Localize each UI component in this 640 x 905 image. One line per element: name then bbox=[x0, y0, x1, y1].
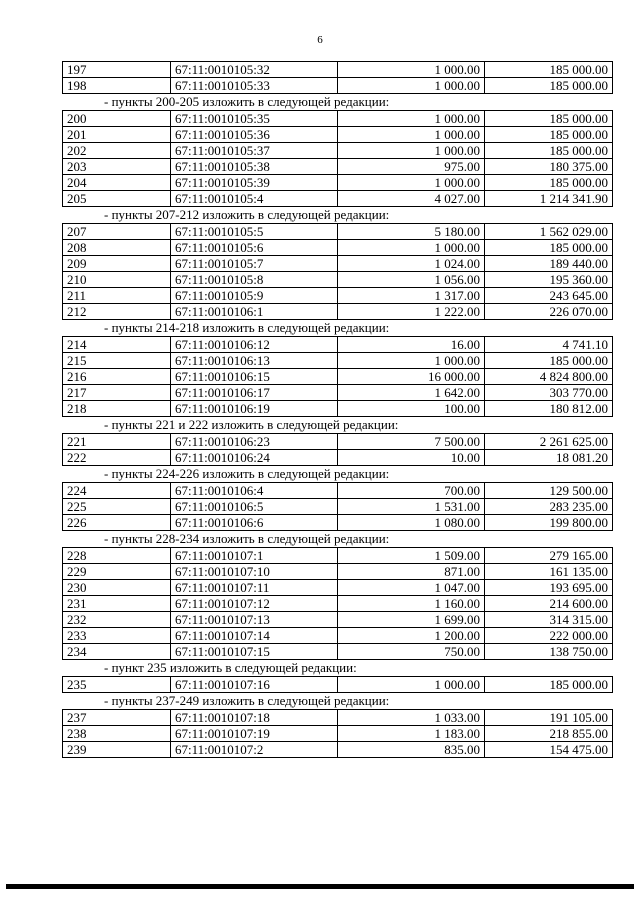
area-cell: 16 000.00 bbox=[338, 369, 485, 385]
area-cell: 1 000.00 bbox=[338, 353, 485, 369]
table-row bbox=[63, 127, 613, 143]
cadastral-number-cell: 67:11:0010106:12 bbox=[171, 337, 338, 353]
area-cell: 5 180.00 bbox=[338, 224, 485, 240]
area-cell: 1 183.00 bbox=[338, 726, 485, 742]
table-row bbox=[63, 224, 613, 240]
area-cell: 10.00 bbox=[338, 450, 485, 466]
item-number-cell: 198 bbox=[63, 78, 171, 94]
cadastral-number-cell: 67:11:0010105:4 bbox=[171, 191, 338, 207]
value-cell: 185 000.00 bbox=[485, 353, 613, 369]
table-row bbox=[63, 385, 613, 401]
table-row bbox=[63, 726, 613, 742]
cadastral-number-cell: 67:11:0010107:18 bbox=[171, 710, 338, 726]
cadastral-number-cell: 67:11:0010107:13 bbox=[171, 612, 338, 628]
area-cell: 1 000.00 bbox=[338, 175, 485, 191]
table-row bbox=[63, 596, 613, 612]
value-cell: 161 135.00 bbox=[485, 564, 613, 580]
value-cell: 283 235.00 bbox=[485, 499, 613, 515]
value-cell: 138 750.00 bbox=[485, 644, 613, 660]
value-cell: 185 000.00 bbox=[485, 677, 613, 693]
cadastral-number-cell: 67:11:0010105:39 bbox=[171, 175, 338, 191]
area-cell: 1 080.00 bbox=[338, 515, 485, 531]
cadastral-number-cell: 67:11:0010105:9 bbox=[171, 288, 338, 304]
value-cell: 4 741.10 bbox=[485, 337, 613, 353]
item-number-cell: 225 bbox=[63, 499, 171, 515]
cadastral-number-cell: 67:11:0010105:35 bbox=[171, 111, 338, 127]
area-cell: 975.00 bbox=[338, 159, 485, 175]
area-cell: 1 531.00 bbox=[338, 499, 485, 515]
value-cell: 199 800.00 bbox=[485, 515, 613, 531]
cadastral-number-cell: 67:11:0010107:11 bbox=[171, 580, 338, 596]
item-number-cell: 238 bbox=[63, 726, 171, 742]
value-cell: 185 000.00 bbox=[485, 78, 613, 94]
value-cell: 189 440.00 bbox=[485, 256, 613, 272]
table-row bbox=[63, 78, 613, 94]
cadastral-number-cell: 67:11:0010106:6 bbox=[171, 515, 338, 531]
area-cell: 16.00 bbox=[338, 337, 485, 353]
document-body bbox=[62, 61, 612, 758]
item-number-cell: 208 bbox=[63, 240, 171, 256]
section-heading: - пункты 221 и 222 изложить в следующей редакции: bbox=[104, 417, 399, 432]
value-cell: 222 000.00 bbox=[485, 628, 613, 644]
area-cell: 1 160.00 bbox=[338, 596, 485, 612]
table-row bbox=[63, 580, 613, 596]
parcel-table bbox=[62, 676, 613, 693]
item-number-cell: 235 bbox=[63, 677, 171, 693]
item-number-cell: 202 bbox=[63, 143, 171, 159]
table-row bbox=[63, 515, 613, 531]
value-cell: 191 105.00 bbox=[485, 710, 613, 726]
cadastral-number-cell: 67:11:0010105:32 bbox=[171, 62, 338, 78]
item-number-cell: 224 bbox=[63, 483, 171, 499]
parcel-table bbox=[62, 433, 613, 466]
cadastral-number-cell: 67:11:0010105:7 bbox=[171, 256, 338, 272]
cadastral-number-cell: 67:11:0010107:2 bbox=[171, 742, 338, 758]
area-cell: 1 222.00 bbox=[338, 304, 485, 320]
item-number-cell: 205 bbox=[63, 191, 171, 207]
area-cell: 1 317.00 bbox=[338, 288, 485, 304]
parcel-table bbox=[62, 336, 613, 417]
item-number-cell: 216 bbox=[63, 369, 171, 385]
table-row bbox=[63, 337, 613, 353]
item-number-cell: 221 bbox=[63, 434, 171, 450]
area-cell: 750.00 bbox=[338, 644, 485, 660]
table-row bbox=[63, 272, 613, 288]
cadastral-number-cell: 67:11:0010105:6 bbox=[171, 240, 338, 256]
area-cell: 1 642.00 bbox=[338, 385, 485, 401]
value-cell: 180 812.00 bbox=[485, 401, 613, 417]
bottom-rule bbox=[6, 884, 634, 889]
item-number-cell: 204 bbox=[63, 175, 171, 191]
area-cell: 1 699.00 bbox=[338, 612, 485, 628]
table-row bbox=[63, 369, 613, 385]
cadastral-number-cell: 67:11:0010105:38 bbox=[171, 159, 338, 175]
cadastral-number-cell: 67:11:0010105:37 bbox=[171, 143, 338, 159]
item-number-cell: 203 bbox=[63, 159, 171, 175]
table-row bbox=[63, 742, 613, 758]
value-cell: 4 824 800.00 bbox=[485, 369, 613, 385]
section-heading: - пункты 214-218 изложить в следующей редакции: bbox=[104, 320, 390, 335]
area-cell: 1 000.00 bbox=[338, 127, 485, 143]
item-number-cell: 222 bbox=[63, 450, 171, 466]
table-row bbox=[63, 256, 613, 272]
cadastral-number-cell: 67:11:0010107:15 bbox=[171, 644, 338, 660]
table-row bbox=[63, 353, 613, 369]
table-row bbox=[63, 175, 613, 191]
parcel-table bbox=[62, 61, 613, 94]
table-row bbox=[63, 288, 613, 304]
cadastral-number-cell: 67:11:0010105:36 bbox=[171, 127, 338, 143]
value-cell: 214 600.00 bbox=[485, 596, 613, 612]
area-cell: 1 000.00 bbox=[338, 111, 485, 127]
area-cell: 1 000.00 bbox=[338, 143, 485, 159]
area-cell: 1 024.00 bbox=[338, 256, 485, 272]
value-cell: 185 000.00 bbox=[485, 175, 613, 191]
value-cell: 185 000.00 bbox=[485, 143, 613, 159]
page-number: 6 bbox=[317, 34, 323, 46]
cadastral-number-cell: 67:11:0010105:8 bbox=[171, 272, 338, 288]
area-cell: 700.00 bbox=[338, 483, 485, 499]
item-number-cell: 233 bbox=[63, 628, 171, 644]
section-heading: - пункты 237-249 изложить в следующей редакции: bbox=[104, 693, 390, 708]
area-cell: 1 047.00 bbox=[338, 580, 485, 596]
table-row bbox=[63, 710, 613, 726]
value-cell: 18 081.20 bbox=[485, 450, 613, 466]
item-number-cell: 215 bbox=[63, 353, 171, 369]
item-number-cell: 239 bbox=[63, 742, 171, 758]
area-cell: 100.00 bbox=[338, 401, 485, 417]
table-row bbox=[63, 644, 613, 660]
value-cell: 193 695.00 bbox=[485, 580, 613, 596]
table-row bbox=[63, 548, 613, 564]
value-cell: 314 315.00 bbox=[485, 612, 613, 628]
area-cell: 4 027.00 bbox=[338, 191, 485, 207]
table-row bbox=[63, 159, 613, 175]
section-heading: - пункт 235 изложить в следующей редакции: bbox=[104, 660, 357, 675]
parcel-table bbox=[62, 547, 613, 660]
item-number-cell: 237 bbox=[63, 710, 171, 726]
cadastral-number-cell: 67:11:0010105:33 bbox=[171, 78, 338, 94]
section-heading: - пункты 200-205 изложить в следующей редакции: bbox=[104, 94, 390, 109]
item-number-cell: 230 bbox=[63, 580, 171, 596]
cadastral-number-cell: 67:11:0010106:4 bbox=[171, 483, 338, 499]
value-cell: 218 855.00 bbox=[485, 726, 613, 742]
cadastral-number-cell: 67:11:0010107:19 bbox=[171, 726, 338, 742]
item-number-cell: 197 bbox=[63, 62, 171, 78]
section-heading: - пункты 228-234 изложить в следующей редакции: bbox=[104, 531, 390, 546]
table-row bbox=[63, 111, 613, 127]
parcel-table bbox=[62, 709, 613, 758]
value-cell: 1 214 341.90 bbox=[485, 191, 613, 207]
area-cell: 871.00 bbox=[338, 564, 485, 580]
value-cell: 185 000.00 bbox=[485, 111, 613, 127]
value-cell: 180 375.00 bbox=[485, 159, 613, 175]
item-number-cell: 226 bbox=[63, 515, 171, 531]
item-number-cell: 217 bbox=[63, 385, 171, 401]
table-row bbox=[63, 628, 613, 644]
table-row bbox=[63, 483, 613, 499]
area-cell: 1 056.00 bbox=[338, 272, 485, 288]
item-number-cell: 229 bbox=[63, 564, 171, 580]
table-row bbox=[63, 564, 613, 580]
cadastral-number-cell: 67:11:0010106:23 bbox=[171, 434, 338, 450]
area-cell: 1 509.00 bbox=[338, 548, 485, 564]
table-row bbox=[63, 434, 613, 450]
table-row bbox=[63, 304, 613, 320]
cadastral-number-cell: 67:11:0010106:15 bbox=[171, 369, 338, 385]
value-cell: 1 562 029.00 bbox=[485, 224, 613, 240]
value-cell: 279 165.00 bbox=[485, 548, 613, 564]
value-cell: 185 000.00 bbox=[485, 240, 613, 256]
table-row bbox=[63, 143, 613, 159]
area-cell: 1 000.00 bbox=[338, 62, 485, 78]
cadastral-number-cell: 67:11:0010106:1 bbox=[171, 304, 338, 320]
cadastral-number-cell: 67:11:0010107:12 bbox=[171, 596, 338, 612]
table-row bbox=[63, 499, 613, 515]
table-row bbox=[63, 677, 613, 693]
table-row bbox=[63, 612, 613, 628]
cadastral-number-cell: 67:11:0010106:13 bbox=[171, 353, 338, 369]
item-number-cell: 211 bbox=[63, 288, 171, 304]
cadastral-number-cell: 67:11:0010107:10 bbox=[171, 564, 338, 580]
cadastral-number-cell: 67:11:0010106:24 bbox=[171, 450, 338, 466]
parcel-table bbox=[62, 482, 613, 531]
area-cell: 1 033.00 bbox=[338, 710, 485, 726]
item-number-cell: 228 bbox=[63, 548, 171, 564]
item-number-cell: 214 bbox=[63, 337, 171, 353]
area-cell: 1 000.00 bbox=[338, 78, 485, 94]
table-row bbox=[63, 450, 613, 466]
value-cell: 195 360.00 bbox=[485, 272, 613, 288]
area-cell: 1 200.00 bbox=[338, 628, 485, 644]
area-cell: 7 500.00 bbox=[338, 434, 485, 450]
item-number-cell: 218 bbox=[63, 401, 171, 417]
value-cell: 303 770.00 bbox=[485, 385, 613, 401]
item-number-cell: 209 bbox=[63, 256, 171, 272]
value-cell: 154 475.00 bbox=[485, 742, 613, 758]
cadastral-number-cell: 67:11:0010106:17 bbox=[171, 385, 338, 401]
cadastral-number-cell: 67:11:0010107:1 bbox=[171, 548, 338, 564]
item-number-cell: 212 bbox=[63, 304, 171, 320]
value-cell: 243 645.00 bbox=[485, 288, 613, 304]
cadastral-number-cell: 67:11:0010106:5 bbox=[171, 499, 338, 515]
item-number-cell: 201 bbox=[63, 127, 171, 143]
table-row bbox=[63, 401, 613, 417]
area-cell: 1 000.00 bbox=[338, 240, 485, 256]
cadastral-number-cell: 67:11:0010106:19 bbox=[171, 401, 338, 417]
value-cell: 129 500.00 bbox=[485, 483, 613, 499]
table-row bbox=[63, 240, 613, 256]
cadastral-number-cell: 67:11:0010107:16 bbox=[171, 677, 338, 693]
item-number-cell: 231 bbox=[63, 596, 171, 612]
section-heading: - пункты 224-226 изложить в следующей редакции: bbox=[104, 466, 390, 481]
cadastral-number-cell: 67:11:0010107:14 bbox=[171, 628, 338, 644]
item-number-cell: 210 bbox=[63, 272, 171, 288]
section-heading: - пункты 207-212 изложить в следующей редакции: bbox=[104, 207, 390, 222]
value-cell: 2 261 625.00 bbox=[485, 434, 613, 450]
item-number-cell: 207 bbox=[63, 224, 171, 240]
table-row bbox=[63, 62, 613, 78]
value-cell: 185 000.00 bbox=[485, 127, 613, 143]
item-number-cell: 234 bbox=[63, 644, 171, 660]
parcel-table bbox=[62, 110, 613, 207]
cadastral-number-cell: 67:11:0010105:5 bbox=[171, 224, 338, 240]
parcel-table bbox=[62, 223, 613, 320]
area-cell: 1 000.00 bbox=[338, 677, 485, 693]
item-number-cell: 200 bbox=[63, 111, 171, 127]
table-row bbox=[63, 191, 613, 207]
value-cell: 185 000.00 bbox=[485, 62, 613, 78]
value-cell: 226 070.00 bbox=[485, 304, 613, 320]
item-number-cell: 232 bbox=[63, 612, 171, 628]
area-cell: 835.00 bbox=[338, 742, 485, 758]
